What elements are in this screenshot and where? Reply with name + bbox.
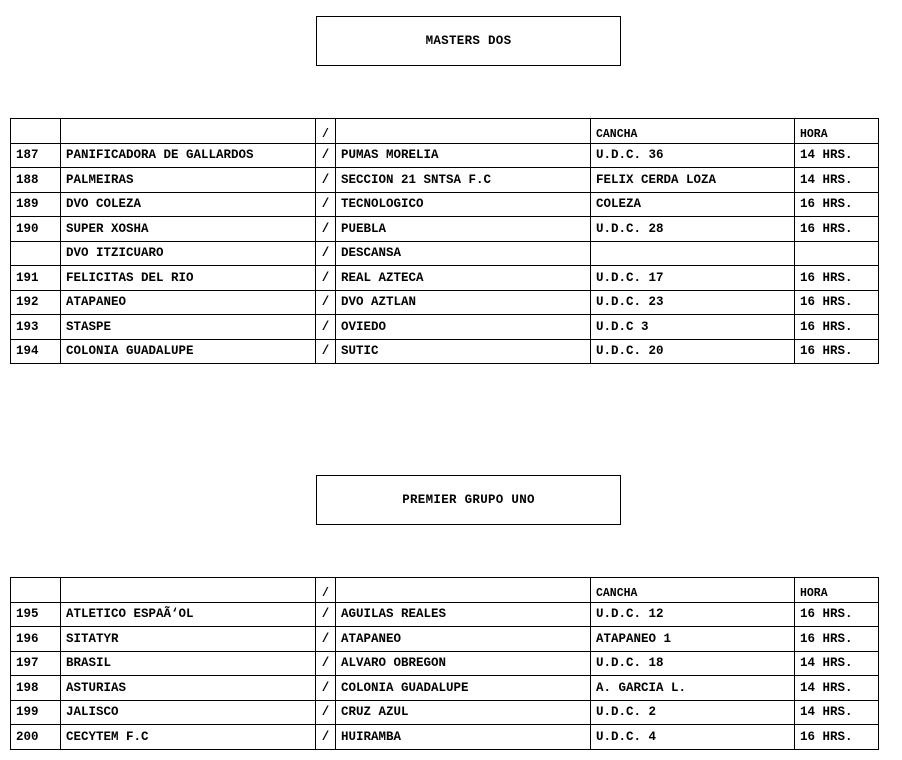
section-title-masters-dos [316, 16, 621, 66]
away-team-cell: ATAPANEO [336, 627, 591, 652]
time-cell: HORA [795, 119, 879, 144]
schedule-table-masters-dos [10, 118, 879, 364]
field-cell: U.D.C. 28 [591, 217, 795, 242]
away-team-cell: REAL AZTECA [336, 266, 591, 291]
away-team-cell: DVO AZTLAN [336, 290, 591, 315]
home-team-cell: DVO ITZICUARO [61, 241, 316, 266]
field-cell: U.D.C. 17 [591, 266, 795, 291]
table-row [11, 217, 879, 242]
field-cell: U.D.C 3 [591, 315, 795, 340]
field-cell: U.D.C. 18 [591, 651, 795, 676]
separator-cell: / [316, 578, 336, 603]
home-team-cell: PANIFICADORA DE GALLARDOS [61, 143, 316, 168]
separator-cell: / [316, 339, 336, 364]
field-cell: A. GARCIA L. [591, 676, 795, 701]
away-team-cell: PUEBLA [336, 217, 591, 242]
separator-cell: / [316, 217, 336, 242]
table-row [11, 602, 879, 627]
table-row [11, 266, 879, 291]
match-number-cell: 200 [11, 725, 61, 750]
separator-cell: / [316, 168, 336, 193]
section-title-premier-grupo-uno [316, 475, 621, 525]
away-team-cell: DESCANSA [336, 241, 591, 266]
separator-cell: / [316, 627, 336, 652]
home-team-cell: ATLETICO ESPAÃ‘OL [61, 602, 316, 627]
away-team-cell: COLONIA GUADALUPE [336, 676, 591, 701]
away-team-cell: HUIRAMBA [336, 725, 591, 750]
home-team-cell: FELICITAS DEL RIO [61, 266, 316, 291]
table-header-row [11, 119, 879, 144]
home-team-cell: CECYTEM F.C [61, 725, 316, 750]
field-cell: U.D.C. 23 [591, 290, 795, 315]
table-row [11, 676, 879, 701]
match-number-cell: 195 [11, 602, 61, 627]
time-cell: 16 HRS. [795, 627, 879, 652]
away-team-cell: TECNOLOGICO [336, 192, 591, 217]
home-team-cell: BRASIL [61, 651, 316, 676]
match-number-cell [11, 578, 61, 603]
match-number-cell: 192 [11, 290, 61, 315]
field-cell: U.D.C. 36 [591, 143, 795, 168]
time-cell: 14 HRS. [795, 700, 879, 725]
match-number-cell: 188 [11, 168, 61, 193]
away-team-cell [336, 578, 591, 603]
match-number-cell [11, 119, 61, 144]
time-cell: 16 HRS. [795, 725, 879, 750]
table-row [11, 143, 879, 168]
separator-cell: / [316, 700, 336, 725]
match-number-cell: 194 [11, 339, 61, 364]
table-row [11, 192, 879, 217]
table-row [11, 315, 879, 340]
field-cell: COLEZA [591, 192, 795, 217]
field-cell [591, 241, 795, 266]
time-cell: HORA [795, 578, 879, 603]
match-number-cell: 196 [11, 627, 61, 652]
home-team-cell: SUPER XOSHA [61, 217, 316, 242]
match-number-cell: 189 [11, 192, 61, 217]
field-cell: U.D.C. 4 [591, 725, 795, 750]
table-row [11, 290, 879, 315]
separator-cell: / [316, 651, 336, 676]
separator-cell: / [316, 143, 336, 168]
match-number-cell: 190 [11, 217, 61, 242]
separator-cell: / [316, 315, 336, 340]
field-cell: CANCHA [591, 119, 795, 144]
separator-cell: / [316, 602, 336, 627]
table-row [11, 241, 879, 266]
match-number-cell: 187 [11, 143, 61, 168]
home-team-cell: SITATYR [61, 627, 316, 652]
home-team-cell: DVO COLEZA [61, 192, 316, 217]
home-team-cell [61, 578, 316, 603]
home-team-cell: ASTURIAS [61, 676, 316, 701]
separator-cell: / [316, 241, 336, 266]
time-cell: 16 HRS. [795, 339, 879, 364]
separator-cell: / [316, 676, 336, 701]
time-cell: 16 HRS. [795, 192, 879, 217]
time-cell: 14 HRS. [795, 168, 879, 193]
time-cell: 16 HRS. [795, 602, 879, 627]
separator-cell: / [316, 119, 336, 144]
time-cell: 16 HRS. [795, 290, 879, 315]
away-team-cell: AGUILAS REALES [336, 602, 591, 627]
away-team-cell: SUTIC [336, 339, 591, 364]
time-cell: 14 HRS. [795, 143, 879, 168]
away-team-cell: PUMAS MORELIA [336, 143, 591, 168]
field-cell: CANCHA [591, 578, 795, 603]
home-team-cell: JALISCO [61, 700, 316, 725]
home-team-cell: ATAPANEO [61, 290, 316, 315]
table-row [11, 700, 879, 725]
separator-cell: / [316, 725, 336, 750]
field-cell: ATAPANEO 1 [591, 627, 795, 652]
away-team-cell: SECCION 21 SNTSA F.C [336, 168, 591, 193]
away-team-cell: OVIEDO [336, 315, 591, 340]
section-title-text: MASTERS DOS [425, 34, 512, 48]
table-row [11, 627, 879, 652]
table-row [11, 339, 879, 364]
time-cell: 16 HRS. [795, 217, 879, 242]
table-row [11, 651, 879, 676]
field-cell: U.D.C. 20 [591, 339, 795, 364]
match-number-cell: 191 [11, 266, 61, 291]
time-cell: 16 HRS. [795, 266, 879, 291]
away-team-cell: CRUZ AZUL [336, 700, 591, 725]
separator-cell: / [316, 266, 336, 291]
section-title-text: PREMIER GRUPO UNO [402, 493, 535, 507]
time-cell: 14 HRS. [795, 676, 879, 701]
match-number-cell: 199 [11, 700, 61, 725]
schedule-table-premier-grupo-uno [10, 577, 879, 750]
match-number-cell [11, 241, 61, 266]
match-number-cell: 193 [11, 315, 61, 340]
away-team-cell: ALVARO OBREGON [336, 651, 591, 676]
table-row [11, 725, 879, 750]
separator-cell: / [316, 192, 336, 217]
separator-cell: / [316, 290, 336, 315]
table-row [11, 168, 879, 193]
home-team-cell [61, 119, 316, 144]
home-team-cell: COLONIA GUADALUPE [61, 339, 316, 364]
time-cell [795, 241, 879, 266]
field-cell: FELIX CERDA LOZA [591, 168, 795, 193]
time-cell: 14 HRS. [795, 651, 879, 676]
match-number-cell: 198 [11, 676, 61, 701]
field-cell: U.D.C. 12 [591, 602, 795, 627]
match-number-cell: 197 [11, 651, 61, 676]
away-team-cell [336, 119, 591, 144]
time-cell: 16 HRS. [795, 315, 879, 340]
field-cell: U.D.C. 2 [591, 700, 795, 725]
home-team-cell: STASPE [61, 315, 316, 340]
table-header-row [11, 578, 879, 603]
home-team-cell: PALMEIRAS [61, 168, 316, 193]
